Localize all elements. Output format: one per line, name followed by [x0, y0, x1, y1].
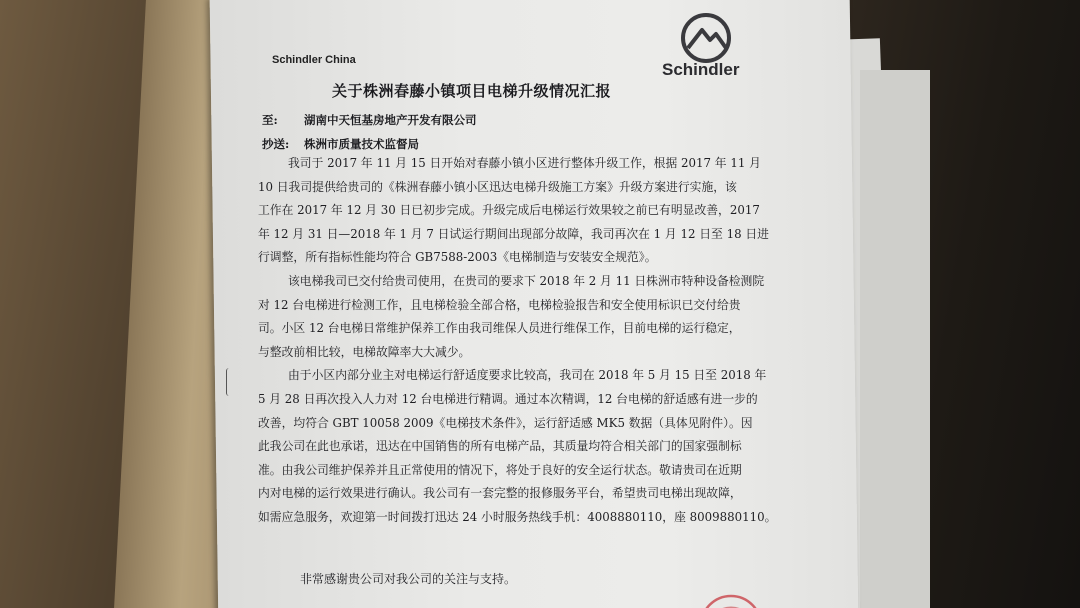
body-line: 对 12 台电梯进行检测工作，且电梯检验全部合格，电梯检验报告和安全使用标识已交付给贵 — [258, 297, 741, 312]
recipient-cc — [262, 136, 419, 152]
letter-body — [258, 152, 838, 530]
body-line: 改善，均符合 GBT 10058 2009《电梯技术条件》，运行舒适感 MK5 数据（具体见附件）。因 — [258, 415, 753, 430]
schindler-logo-icon — [680, 12, 732, 64]
recipient-to — [262, 112, 477, 128]
cc-value: 株洲市质量技术监督局 — [304, 137, 419, 151]
cc-label: 抄送: — [262, 137, 290, 151]
body-line: 10 日我司提供给贵司的《株洲春藤小镇小区迅达电梯升级施工方案》升级方案进行实施，该 — [258, 179, 737, 194]
to-value: 湖南中天恒基房地产开发有限公司 — [304, 113, 477, 127]
to-label: 至: — [262, 113, 278, 127]
body-line: 如需应急服务，欢迎第一时间拨打迅达 24 小时服务热线手机：4008880110，座 8009880110。 — [258, 509, 777, 524]
body-line: 行调整，所有指标性能均符合 GB7588-2003《电梯制造与安装安全规范》。 — [258, 250, 657, 265]
body-line: 与整改前相比较，电梯故障率大大减少。 — [258, 344, 471, 359]
letterhead-company: Schindler China — [272, 54, 356, 66]
body-line: 5 月 28 日再次投入人力对 12 台电梯进行精调。通过本次精调，12 台电梯的舒适感有进一步的 — [258, 391, 758, 406]
body-line: 我司于 2017 年 11 月 15 日开始对春藤小镇小区进行整体升级工作，根据 2017 年 11 月 — [288, 156, 761, 170]
document-title: 关于株洲春藤小镇项目电梯升级情况汇报 — [332, 82, 612, 100]
body-line: 年 12 月 31 日—2018 年 1 月 7 日试运行期间出现部分故障，我司再次在 1 月 12 日至 18 日进 — [258, 226, 769, 241]
body-line: 准。由我公司维护保养并且正常使用的情况下，将处于良好的安全运行状态。敬请贵司在近期 — [258, 462, 742, 477]
red-company-seal-icon — [696, 586, 766, 608]
body-line: 司。小区 12 台电梯日常维护保养工作由我司维保人员进行维保工作，目前电梯的运行稳定， — [258, 321, 741, 336]
body-line: 内对电梯的运行效果进行确认。我公司有一套完整的报修服务平台，希望贵司电梯出现故障， — [258, 486, 742, 501]
closing-line: 非常感谢贵公司对我公司的关注与支持。 — [300, 572, 517, 586]
letter-document — [228, 0, 848, 608]
body-line: 该电梯我司已交付给贵司使用，在贵司的要求下 2018 年 2 月 11 日株洲市特种设备检测院 — [288, 273, 765, 288]
underlying-sheet-right — [860, 70, 930, 608]
body-line: 此我公司在此也承诺，迅达在中国销售的所有电梯产品，其质量均符合相关部门的国家强制标 — [258, 439, 742, 454]
body-line: 工作在 2017 年 12 月 30 日已初步完成。升级完成后电梯运行效果较之前已有明显改善，2017 — [258, 203, 760, 218]
body-line: 由于小区内部分业主对电梯运行舒适度要求比较高，我司在 2018 年 5 月 15 日至 2018 年 — [288, 368, 767, 383]
brand-wordmark: Schindler — [662, 60, 740, 79]
